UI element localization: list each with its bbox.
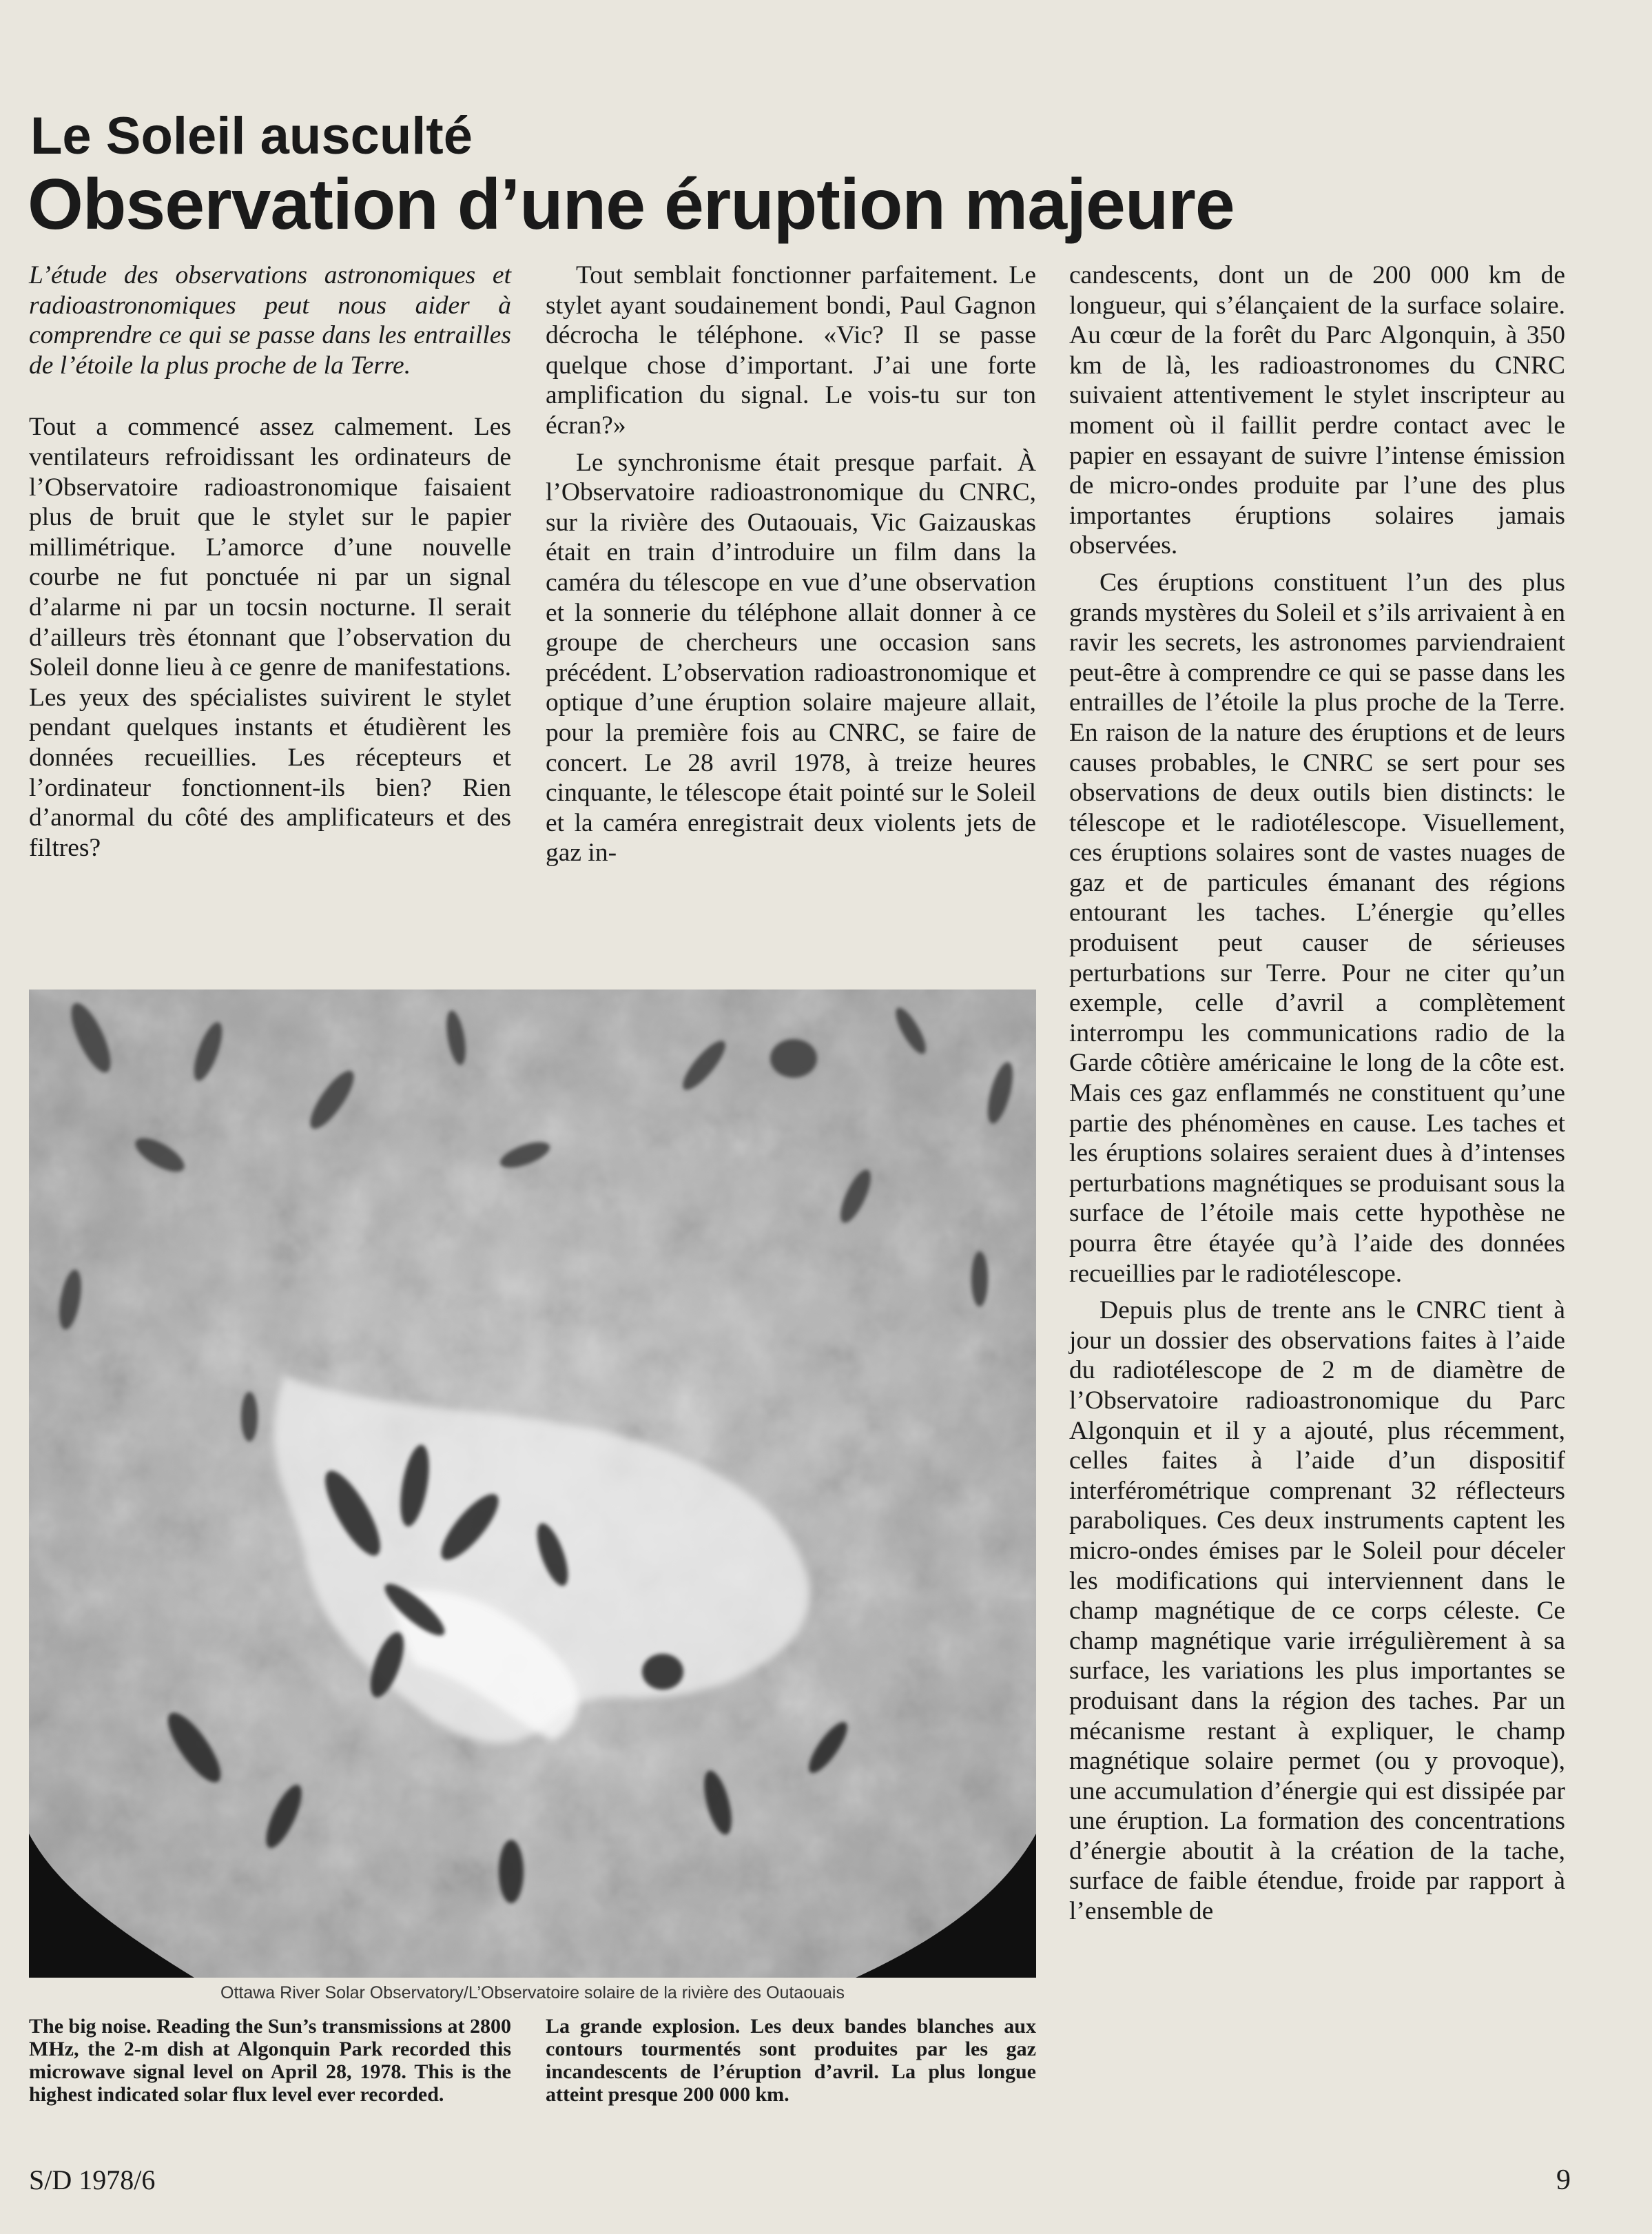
article-title: Observation d’une éruption majeure	[28, 165, 1235, 245]
photo-credit: Ottawa River Solar Observatory/L’Observatoire solaire de la rivière des Outaouais	[220, 1983, 845, 2002]
body-paragraph: Le synchronisme était presque parfait. À l’Observatoire radioastronomique du CNRC, sur la rivière des Outaouais, Vic Gaizauskas était en train d’introduire un film dans la caméra du télescope en vue d’une observation et la sonnerie du téléphone allait donner à ce groupe de chercheurs une occasion sans précédent. L’observation radioastronomique et optique d’une éruption solaire majeure allait, pour la première fois au CNRC, se faire de concert. Le 28 avril 1978, à treize heures cinquante, le télescope était pointé sur le Soleil et la caméra enregistrait deux violents jets de gaz in-	[546, 448, 1036, 868]
body-paragraph: Tout a commencé assez calmement. Les ventilateurs refroidissant les ordinateurs de l’Observatoire radioastronomique faisaient plus de bruit que le stylet sur le papier millimétrique. L’amorce d’une nouvelle courbe ne fut ponctuée ni par un signal d’alarme ni par un tocsin nocturne. Il serait d’ailleurs très étonnant que l’observation du Soleil donne lieu à ce genre de manifestations. Les yeux des spécialistes suivirent le stylet pendant quelques instants et étudièrent les données recueillies. Les récepteurs et l’ordinateur fonctionnent-ils bien? Rien d’anormal du côté des amplificateurs et des filtres?	[29, 413, 511, 862]
body-paragraph: Tout semblait fonctionner parfaitement. Le stylet ayant soudainement bondi, Paul Gagnon décrocha le téléphone. «Vic? Il se passe quelque chose d’important. J’ai une forte amplification du signal. Le vois-tu sur ton écran?»	[546, 261, 1036, 440]
lead-paragraph: L’étude des observations astronomiques et radioastronomiques peut nous aider à comprendre ce qui se passe dans les entrailles de l’étoile la plus proche de la Terre.	[29, 261, 511, 380]
article-kicker: Le Soleil ausculté	[30, 107, 473, 165]
solar-flare-image	[29, 990, 1036, 1978]
page-number: 9	[1556, 2164, 1571, 2196]
caption-english: The big noise. Reading the Sun’s transmissions at 2800 MHz, the 2-m dish at Algonquin Park recorded this microwave signal level on April 28, 1978. This is the highest indicated solar flux level ever recorded.	[29, 2015, 511, 2106]
column-3	[1069, 260, 1565, 1927]
caption-french: La grande explosion. Les deux bandes blanches aux contours tourmentés sont produites par les gaz incandescents de l’éruption d’avril. La plus longue atteint presque 200 000 km.	[546, 2015, 1036, 2106]
solar-flare-photo	[29, 990, 1036, 1978]
column-2	[546, 260, 1036, 868]
column-1	[29, 260, 511, 863]
body-paragraph: Ces éruptions constituent l’un des plus grands mystères du Soleil et s’ils arrivaient à en ravir les secrets, les astronomes parviendraient peut-être à comprendre ce qui se passe dans les entrailles de l’étoile la plus proche de la Terre. En raison de la nature des éruptions et de leurs causes probables, le CNRC se sert pour ses observations de deux outils bien distincts: le télescope et le radiotélescope. Visuellement, ces éruptions solaires sont de vastes nuages de gaz et de particules émanant des régions entourant les taches. L’énergie qu’elles produisent peut causer de sérieuses perturbations sur Terre. Pour ne citer qu’un exemple, celle d’avril a complètement interrompu les communications radio de la Garde côtière américaine le long de la côte est. Mais ces gaz enflammés ne constituent qu’une partie des phénomènes en cause. Les taches et les éruptions solaires seraient dues à d’intenses perturbations magnétiques se produisant sous la surface de l’étoile mais cette hypothèse ne pourra être étayée qu’à l’aide des données recueillies par le radiotélescope.	[1069, 568, 1565, 1288]
issue-label: S/D 1978/6	[29, 2164, 156, 2195]
body-paragraph: Depuis plus de trente ans le CNRC tient à jour un dossier des observations faites à l’aide du radiotélescope de 2 m de diamètre de l’Observatoire radioastronomique du Parc Algonquin et il y a ajouté, plus récemment, celles faites à l’aide d’un dispositif interférométrique comprenant 32 réflecteurs paraboliques. Ces deux instruments captent les micro-ondes émises par le Soleil pour déceler les modifications qui interviennent dans le champ magnétique de ce corps céleste. Ce champ magnétique varie irrégulièrement à sa surface, les variations les plus importantes se produisant dans la région des taches. Par un mécanisme restant à expliquer, le champ magnétique solaire permet (ou y provoque), une accumulation d’énergie qui est dissipée par une éruption. La formation des concentrations d’énergie aboutit à la création de la tache, surface de faible étendue, froide par rapport à l’ensemble de	[1069, 1296, 1565, 1926]
body-paragraph: candescents, dont un de 200 000 km de longueur, qui s’élançaient de la surface solaire. Au cœur de la forêt du Parc Algonquin, à 350 km de là, les radioastronomes du CNRC suivaient attentivement le stylet inscripteur au moment où il faillit perdre contact avec le papier en essayant de suivre l’intense émission de micro-ondes produite par l’une des plus importantes éruptions solaires jamais observées.	[1069, 261, 1565, 560]
